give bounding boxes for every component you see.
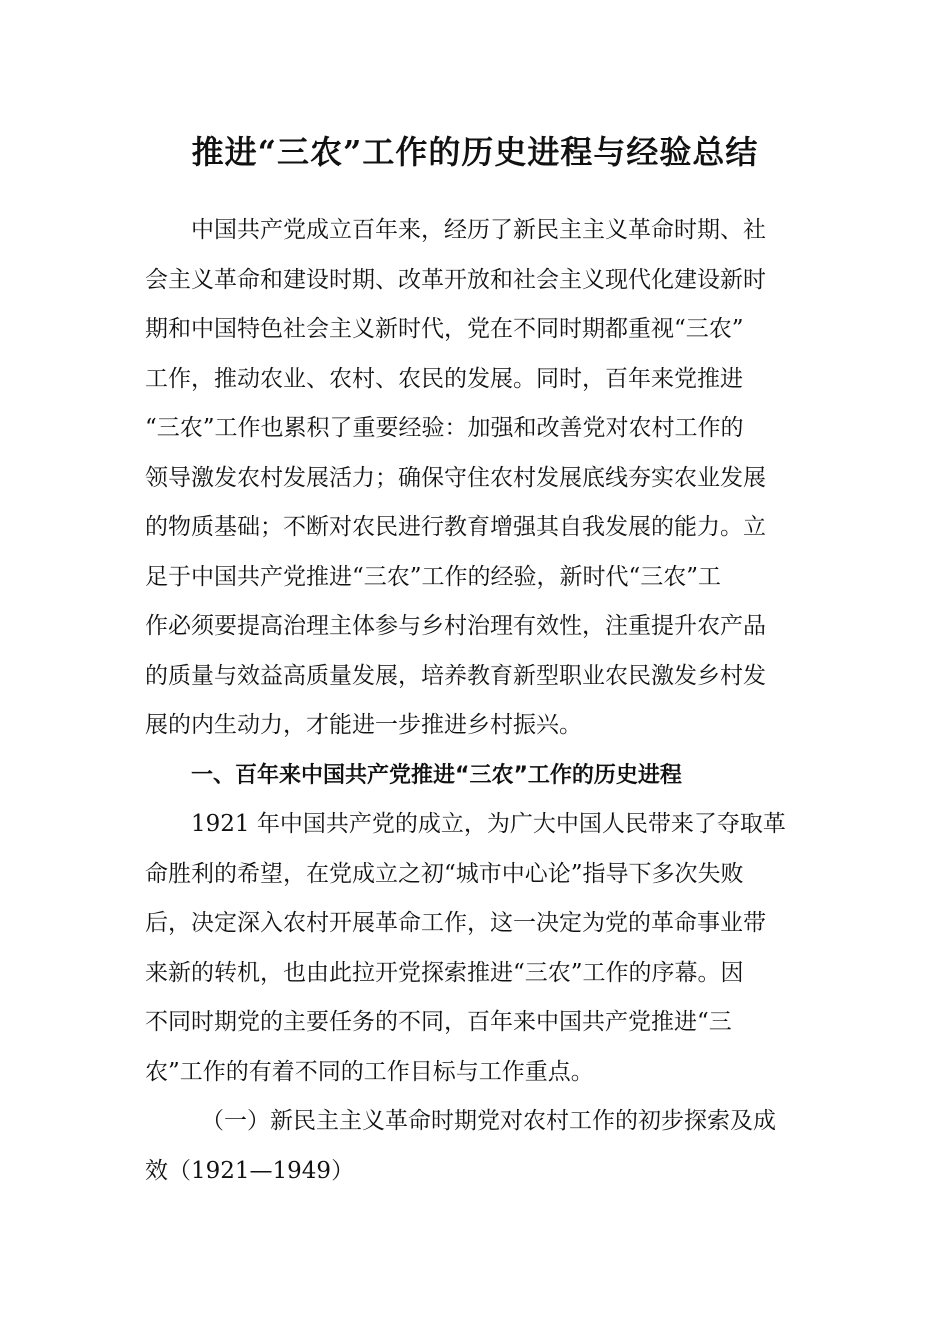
paragraph-line: 工作，推动农业、农村、农民的发展。同时，百年来党推进 — [145, 365, 743, 392]
subsection-heading-line: 效（1921—1949） — [145, 1157, 355, 1184]
paragraph-line: 不同时期党的主要任务的不同，百年来中国共产党推进“三 — [145, 1009, 732, 1035]
intro-paragraph — [145, 206, 800, 751]
paragraph-line: “三农”工作也累积了重要经验：加强和改善党对农村工作的 — [145, 415, 744, 441]
paragraph-line: 领导激发农村发展活力；确保守住农村发展底线夯实农业发展 — [145, 464, 766, 491]
paragraph-line: 足于中国共产党推进“三农”工作的经验，新时代“三农”工 — [145, 563, 722, 590]
paragraph-line: 来新的转机，也由此拉开党探索推进“三农”工作的序幕。因 — [145, 959, 744, 986]
paragraph-line: 命胜利的希望，在党成立之初“城市中心论”指导下多次失败 — [145, 860, 744, 887]
paragraph-line: 期和中国特色社会主义新时代，党在不同时期都重视“三农” — [145, 316, 744, 342]
paragraph-line: 的物质基础；不断对农民进行教育增强其自我发展的能力。立 — [145, 514, 766, 540]
section-heading: 一、百年来中国共产党推进“三农”工作的历史进程 — [191, 762, 682, 788]
paragraph-line: 作必须要提高治理主体参与乡村治理有效性，注重提升农产品 — [145, 613, 766, 639]
subsection-heading-line: （一）新民主主义革命时期党对农村工作的初步探索及成 — [201, 1108, 776, 1134]
section-paragraph — [145, 800, 800, 1097]
paragraph-line: 的质量与效益高质量发展，培养教育新型职业农民激发乡村发 — [145, 662, 766, 689]
paragraph-line: 农”工作的有着不同的工作目标与工作重点。 — [145, 1058, 594, 1085]
document-title: 推进“三农”工作的历史进程与经验总结 — [191, 133, 759, 171]
subsection-heading — [145, 1097, 800, 1196]
paragraph-line: 会主义革命和建设时期、改革开放和社会主义现代化建设新时 — [145, 266, 766, 293]
paragraph-line: 中国共产党成立百年来，经历了新民主主义革命时期、社 — [191, 217, 766, 243]
paragraph-line: 1921 年中国共产党的成立，为广大中国人民带来了夺取革 — [191, 811, 786, 837]
paragraph-line: 展的内生动力，才能进一步推进乡村振兴。 — [145, 712, 582, 738]
paragraph-line: 后，决定深入农村开展革命工作，这一决定为党的革命事业带 — [145, 910, 766, 936]
document-body — [145, 206, 800, 1196]
